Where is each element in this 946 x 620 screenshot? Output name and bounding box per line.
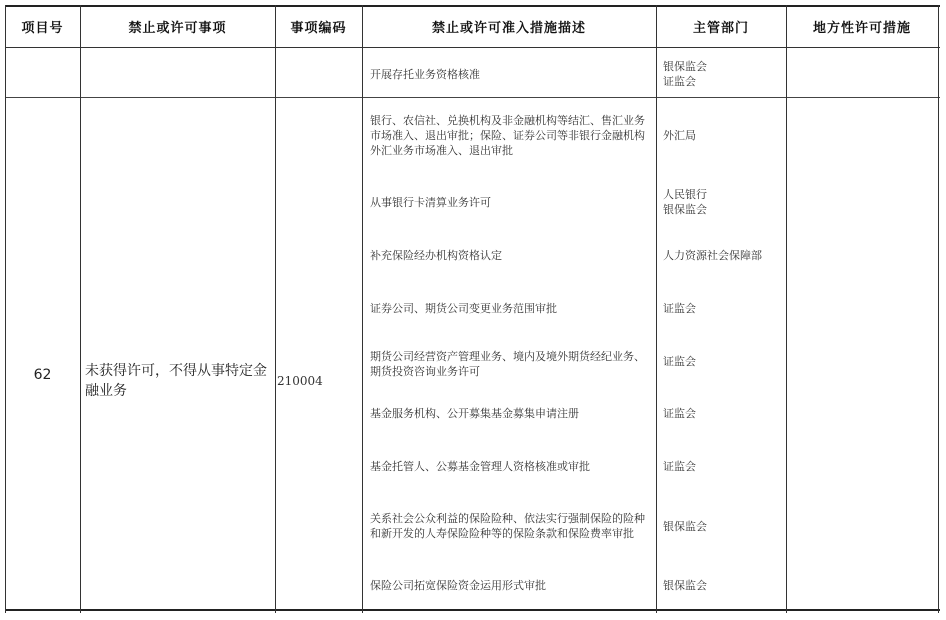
measure-department: 证监会: [663, 406, 696, 420]
item-code: 210004: [277, 374, 323, 388]
table-bottom-border: [5, 609, 940, 611]
measure-department: 人力资源社会保障部: [663, 248, 762, 262]
measure-department: 银保监会: [663, 578, 707, 592]
measure-description: 基金托管人、公募基金管理人资格核准或审批: [370, 459, 590, 473]
top-row-department: 银保监会 证监会: [663, 60, 707, 88]
measure-description: 期货公司经营资产管理业务、境内及境外期货经纪业务、期货投资咨询业务许可: [370, 350, 645, 378]
measure-department: 银保监会: [663, 519, 707, 533]
top-row-description: 开展存托业务资格核准: [370, 67, 480, 81]
col-divider: [80, 5, 81, 613]
measure-description: 关系社会公众利益的保险险种、依法实行强制保险的险种和新开发的人寿保险险种等的保险条款和保险费率审批: [370, 512, 645, 540]
col-divider: [362, 5, 363, 613]
header-department: 主管部门: [692, 20, 749, 36]
measure-description: 补充保险经办机构资格认定: [370, 248, 502, 262]
measure-description: 保险公司拓宽保险资金运用形式审批: [370, 578, 546, 592]
header-code: 事项编码: [290, 20, 347, 36]
col-divider: [656, 5, 657, 613]
measure-description: 基金服务机构、公开募集基金募集申请注册: [370, 406, 579, 420]
col-divider: [938, 5, 939, 613]
header-local: 地方性许可措施: [812, 20, 911, 36]
header-measure: 禁止或许可准入措施描述: [431, 20, 586, 36]
col-divider: [5, 5, 6, 613]
measure-description: 从事银行卡清算业务许可: [370, 195, 491, 209]
permit-table: [5, 5, 940, 613]
measure-department: 人民银行 银保监会: [663, 188, 707, 216]
header-bottom-border: [5, 47, 940, 48]
measure-description: 银行、农信社、兑换机构及非金融机构等结汇、售汇业务市场准入、退出审批；保险、证券公司等非银行金融机构外汇业务市场准入、退出审批: [370, 113, 645, 157]
measure-department: 证监会: [663, 301, 696, 315]
measure-department: 证监会: [663, 354, 696, 368]
row-divider: [5, 97, 940, 98]
measure-department: 证监会: [663, 459, 696, 473]
measure-department: 外汇局: [663, 128, 696, 142]
item-matter: 未获得许可，不得从事特定金融业务: [85, 363, 267, 399]
header-item-no: 项目号: [21, 20, 64, 36]
col-divider: [275, 5, 276, 613]
measure-description: 证券公司、期货公司变更业务范围审批: [370, 301, 557, 315]
header-matter: 禁止或许可事项: [128, 20, 227, 36]
item-number: 62: [33, 367, 52, 383]
